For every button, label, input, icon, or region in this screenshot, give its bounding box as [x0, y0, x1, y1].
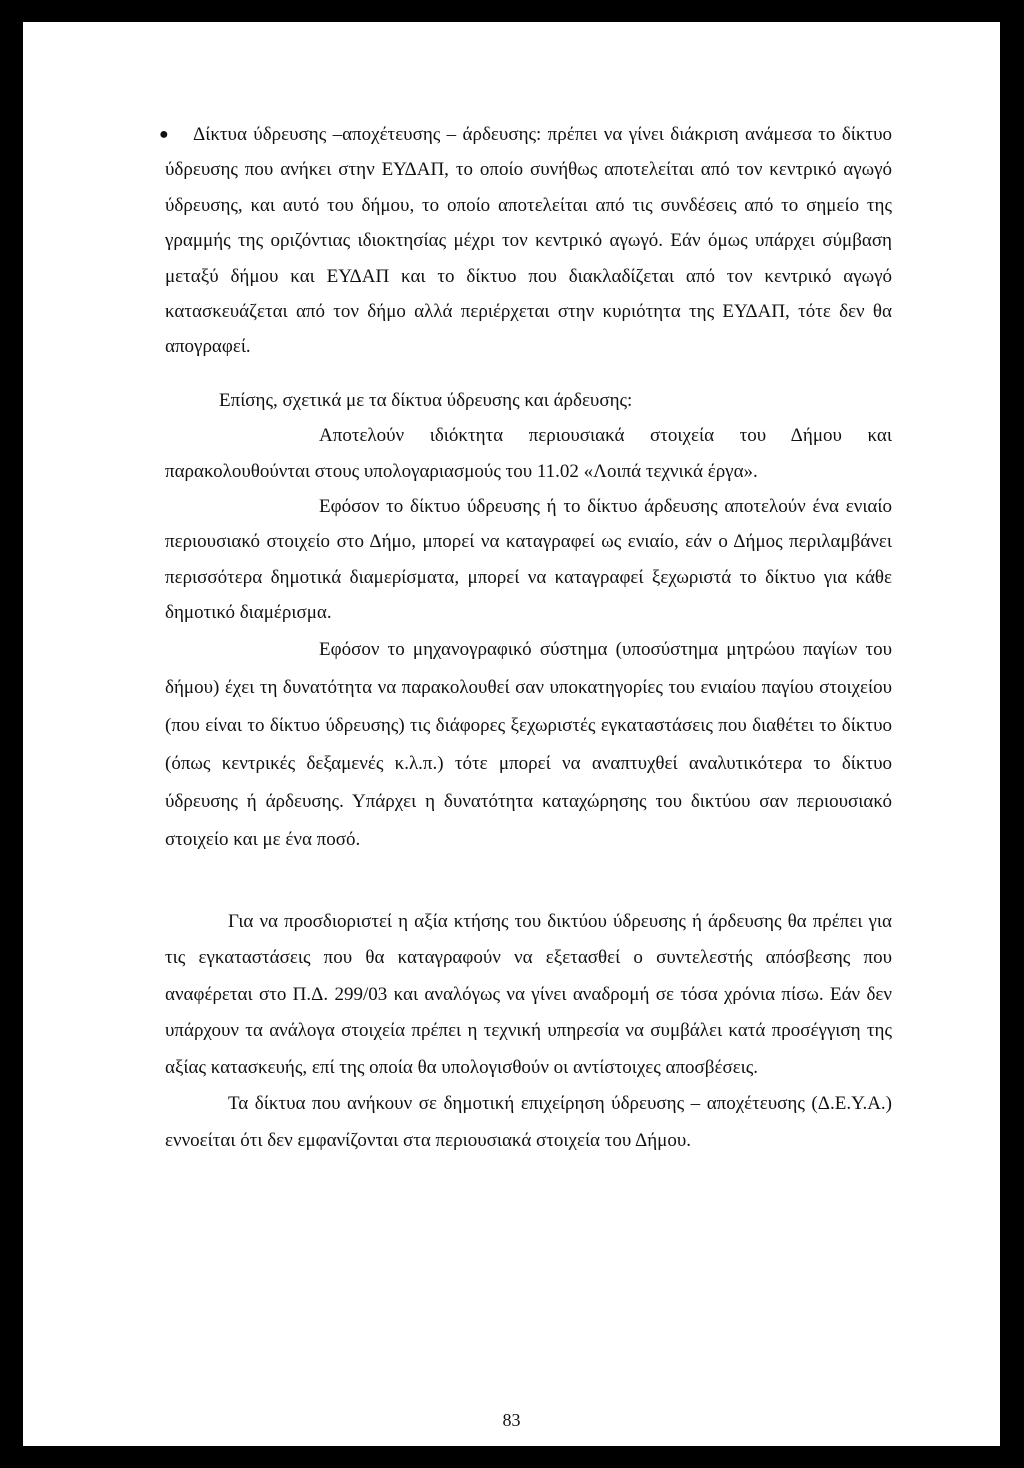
paragraph-mechanographic: Εφόσον το μηχανογραφικό σύστημα (υποσύστημα μητρώου παγίων του δήμου) έχει τη δυνατότητα να παρακολουθεί σαν υποκατηγορίες του ενιαίου παγίου στοιχείου (που είναι το δίκτυο ύδρευσης) τις διάφορες ξεχωριστές εγκαταστάσεις που διαθέτει το δίκτυο (όπως κεντρικές δεξαμενές κ.λ.π.) τότε μπορεί να αναπτυχθεί αναλυτικότερα το δίκτυο ύδρευσης ή άρδευσης. Υπάρχει η δυνατότητα καταχώρησης του δικτύου σαν περιουσιακό στοιχείο και με ένα ποσό.	[165, 638, 892, 850]
bullet-paragraph-text: Δίκτυα ύδρευσης –αποχέτευσης – άρδευσης: πρέπει να γίνει διάκριση ανάμεσα το δίκτυο ύδρευσης που ανήκει στην ΕΥΔΑΠ, το οποίο συνήθως αποτελείται από τον κεντρικό αγωγό ύδρευσης, και αυτό του δήμου, το οποίο αποτελείται από τις συνδέσεις από το σημείο της γραμμής της οριζόντιας ιδιοκτησίας μέχρι τον κεντρικό αγωγό. Εάν όμως υπάρχει σύμβαση μεταξύ δήμου και ΕΥΔΑΠ και το δίκτυο που διακλαδίζεται από τον κεντρικό αγωγό κατασκευάζεται από τον δήμο αλλά περιέρχεται στην κυριότητα της ΕΥΔΑΠ, τότε δεν θα απογραφεί.	[165, 124, 892, 358]
page-number: 83	[502, 1410, 521, 1430]
document-body	[159, 117, 892, 1159]
paragraph-assets: Αποτελούν ιδιόκτητα περιουσιακά στοιχεία του Δήμου και παρακολουθούνται στους υπολογαριασμούς του 11.02 «Λοιπά τεχνικά έργα».	[165, 425, 892, 482]
paragraph-unified: Εφόσον το δίκτυο ύδρευσης ή το δίκτυο άρδευσης αποτελούν ένα ενιαίο περιουσιακό στοιχείο στο Δήμο, μπορεί να καταγραφεί ως ενιαίο, εάν ο Δήμος περιλαμβάνει περισσότερα δημοτικά διαμερίσματα, μπορεί να καταγραφεί ξεχωριστά το δίκτυο για κάθε δημοτικό διαμέρισμα.	[165, 496, 892, 624]
bullet-icon: ●	[159, 126, 169, 143]
paragraph-deya: Τα δίκτυα που ανήκουν σε δημοτική επιχείρηση ύδρευσης – αποχέτευσης (Δ.Ε.Υ.Α.) εννοείται ότι δεν εμφανίζονται στα περιουσιακά στοιχεία του Δήμου.	[165, 1093, 892, 1151]
paragraph-acquisition: Για να προσδιοριστεί η αξία κτήσης του δικτύου ύδρευσης ή άρδευσης θα πρέπει για τις εγκαταστάσεις που θα καταγραφούν να εξετασθεί ο συντελεστής απόσβεσης που αναφέρεται στο Π.Δ. 299/03 και αναλόγως να γίνει αναδρομή σε τόσα χρόνια πίσω. Εάν δεν υπάρχουν τα ανάλογα στοιχεία πρέπει η τεχνική υπηρεσία να συμβάλει κατά προσέγγιση της αξίας κατασκευής, επί της οποία θα υπολογισθούν οι αντίστοιχες αποσβέσεις.	[165, 910, 892, 1078]
intro-line: Επίσης, σχετικά με τα δίκτυα ύδρευσης και άρδευσης:	[219, 389, 633, 411]
bullet-paragraph	[159, 117, 892, 365]
document-page	[23, 22, 1000, 1446]
